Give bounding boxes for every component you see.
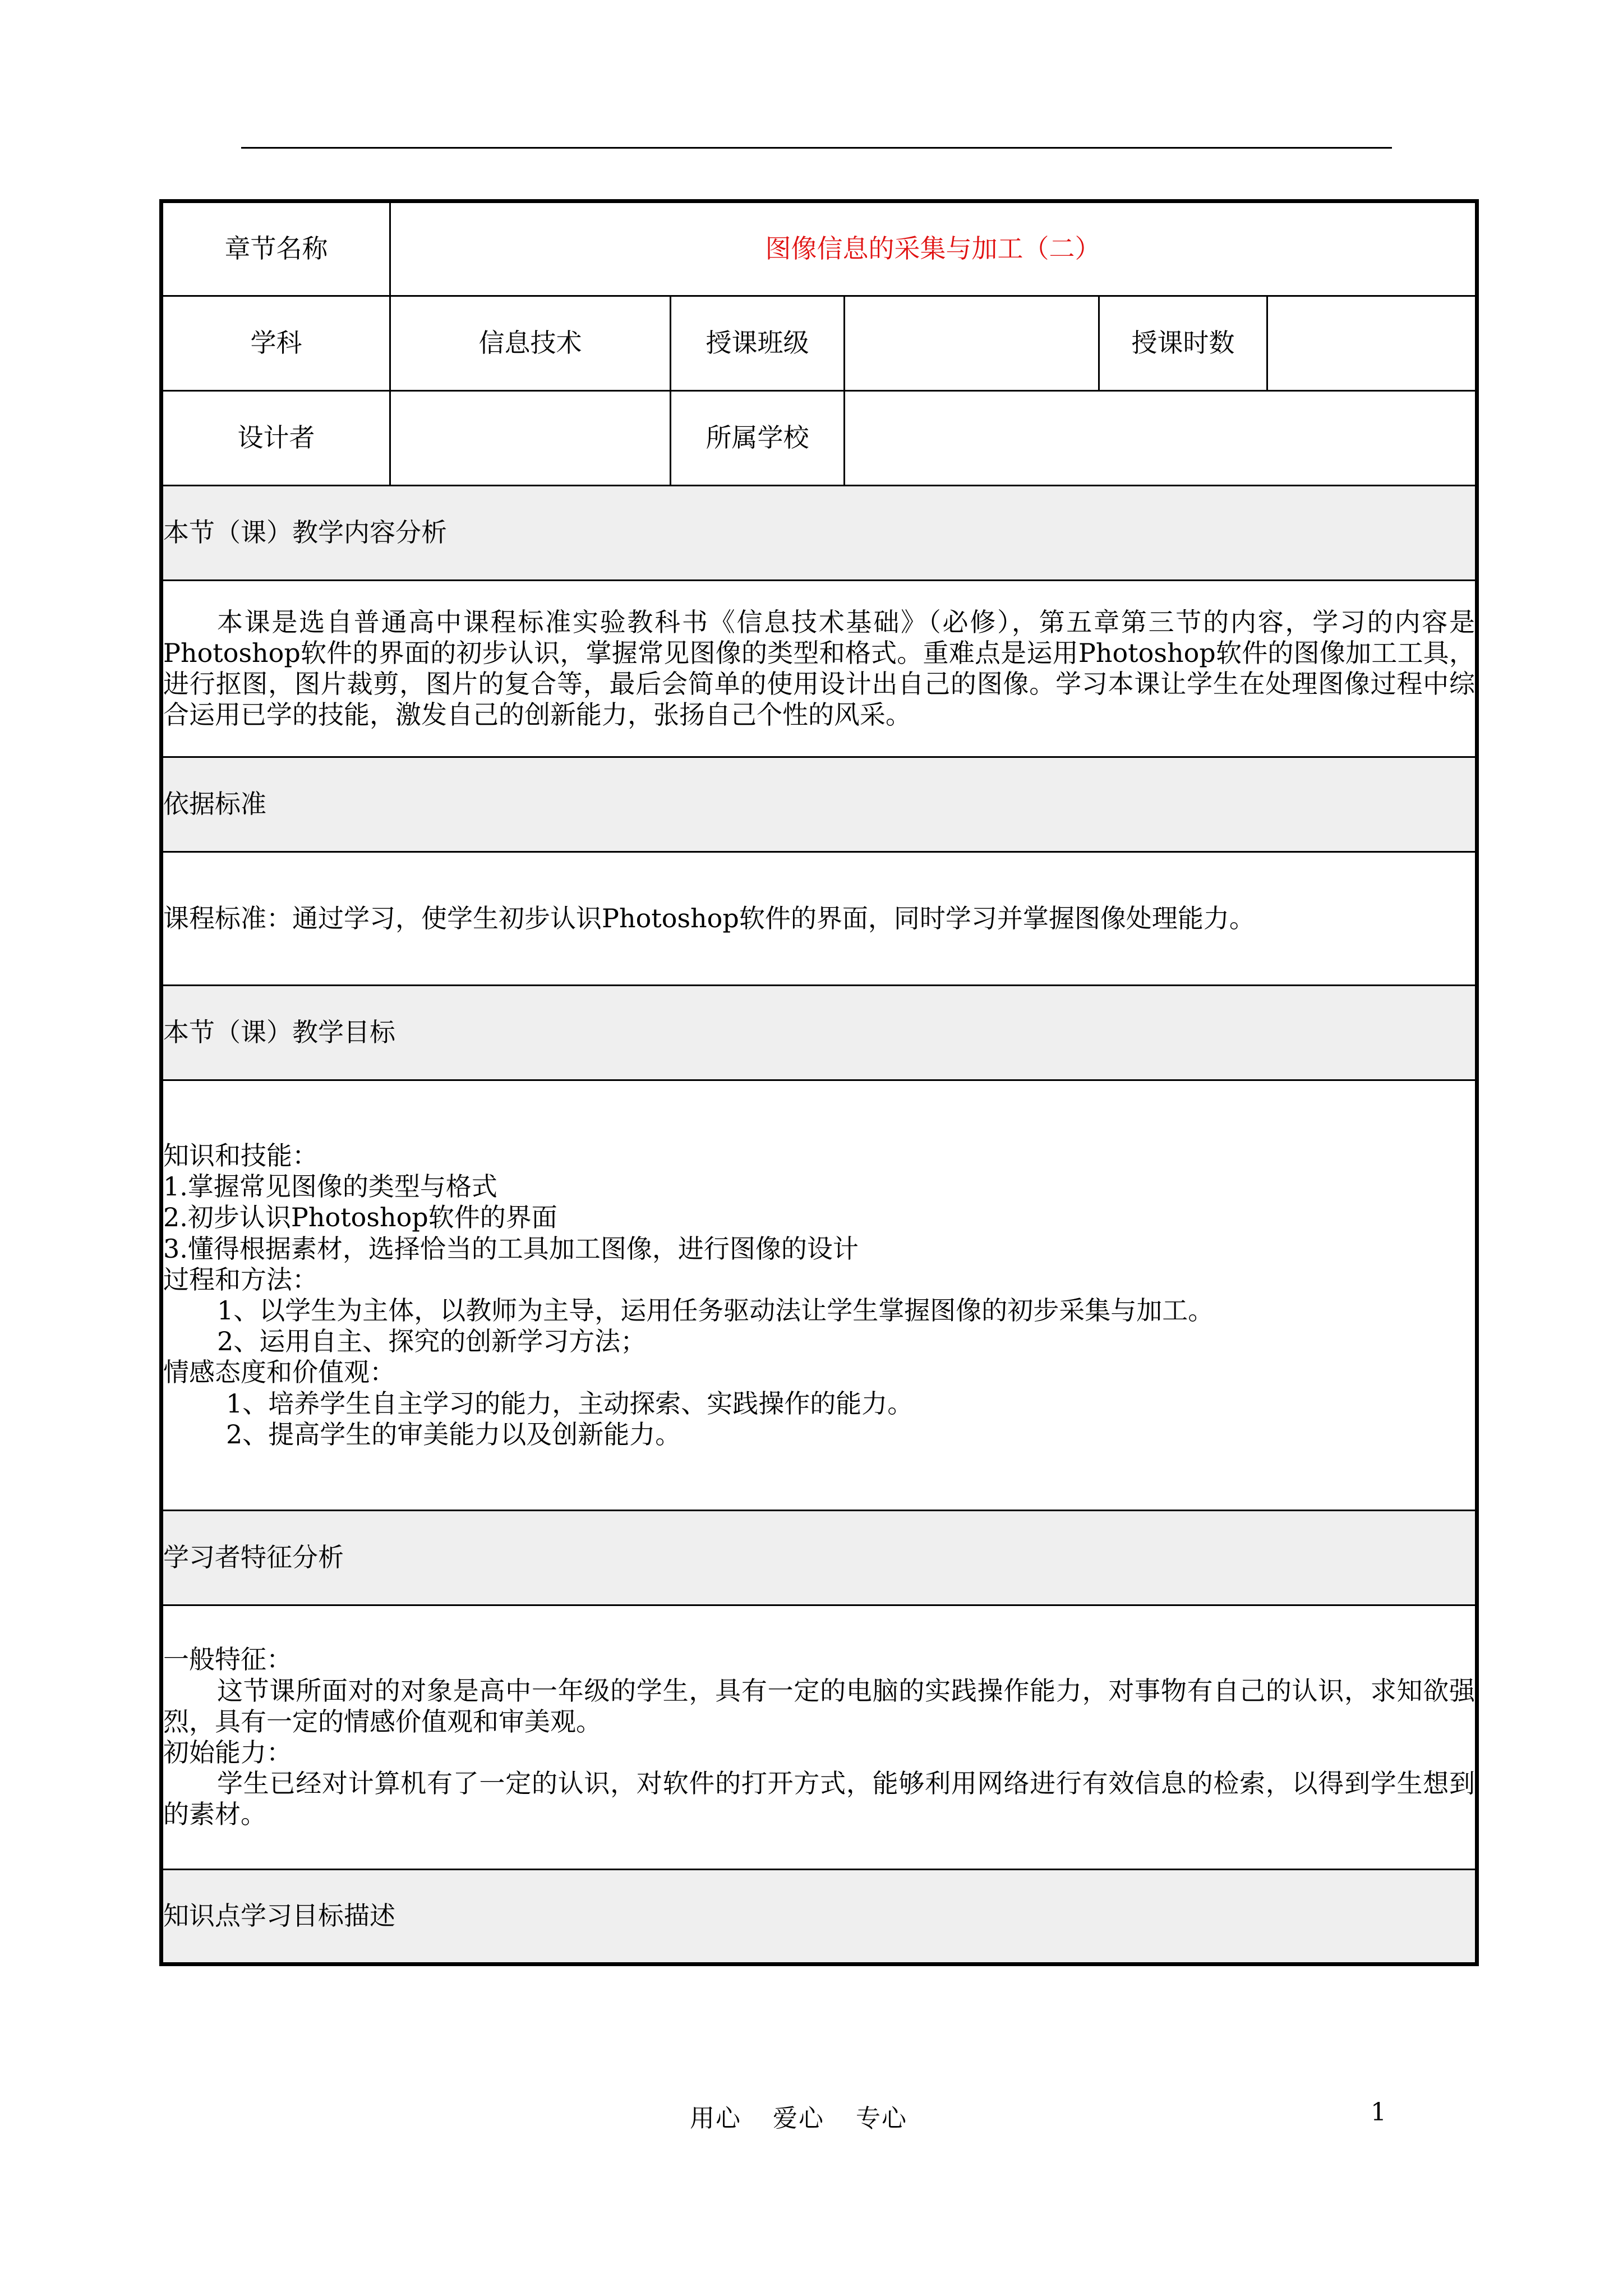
footer-word: 爱心 [773,2104,824,2133]
content-analysis-body-cell [162,581,1477,757]
learner-general-body: 这节课所面对的对象是高中一年级的学生，具有一定的电脑的实践操作能力，对事物有自己的认识，求知欲强烈，具有一定的情感价值观和审美观。 [163,1675,1476,1737]
standard-body-row [162,852,1477,986]
designer-label: 设计者 [162,391,390,486]
objectives-line: 情感态度和价值观： [163,1357,395,1388]
page-number: 1 [1371,2098,1386,2127]
header-rule [241,147,1392,149]
content-analysis-body-row [162,581,1477,757]
standard-body: 课程标准：通过学习，使学生初步认识Photoshop软件的界面，同时学习并掌握图像处理能力。 [163,903,1255,933]
objectives-header-row [162,986,1477,1080]
class-value [845,296,1099,391]
footer-word: 用心 [690,2104,741,2133]
standard-title: 依据标准 [162,757,1477,852]
designer-value [390,391,671,486]
knowledge-title: 知识点学习目标描述 [162,1870,1477,1964]
hours-label: 授课时数 [1099,296,1267,391]
class-label: 授课班级 [671,296,845,391]
designer-row [162,391,1477,486]
school-value [845,391,1477,486]
learner-initial-label: 初始能力： [163,1737,292,1768]
chapter-title: 图像信息的采集与加工（二） [390,201,1477,296]
objectives-title: 本节（课）教学目标 [162,986,1477,1080]
objectives-line: 1、以学生为主体，以教师为主导，运用任务驱动法让学生掌握图像的初步采集与加工。 [217,1295,1214,1326]
footer-word: 专心 [856,2104,907,2133]
knowledge-header-row [162,1870,1477,1964]
subject-row [162,296,1477,391]
objectives-line: 知识和技能： [163,1140,318,1171]
footer-motto [690,2098,930,2134]
standard-header-row [162,757,1477,852]
subject-label: 学科 [162,296,390,391]
objectives-line: 3.懂得根据素材，选择恰当的工具加工图像，进行图像的设计 [163,1233,859,1264]
objectives-line: 2.初步认识Photoshop软件的界面 [163,1202,557,1233]
subject-value: 信息技术 [390,296,671,391]
learner-title: 学习者特征分析 [162,1511,1477,1605]
objectives-body-row [162,1080,1477,1511]
content-analysis-header-row [162,486,1477,581]
chapter-label: 章节名称 [162,201,390,296]
learner-body-cell [162,1605,1477,1870]
chapter-row [162,201,1477,296]
content-analysis-title: 本节（课）教学内容分析 [162,486,1477,581]
content-analysis-body: 本课是选自普通高中课程标准实验教科书《信息技术基础》（必修），第五章第三节的内容，学习的内容是Photoshop软件的界面的初步认识，掌握常见图像的类型和格式。重难点是运用Photoshop软件的图像加工工具，进行抠图，图片裁剪，图片的复合等，最后会简单的使用设计出自己的图像。学习本课让学生在处理图像过程中综合运用已学的技能，激发自己的创新能力，张扬自己个性的风采。 [163,606,1476,730]
objectives-line: 1.掌握常见图像的类型与格式 [163,1171,497,1202]
lesson-plan-table [159,199,1479,1966]
learner-header-row [162,1511,1477,1605]
learner-initial-body: 学生已经对计算机有了一定的认识，对软件的打开方式，能够利用网络进行有效信息的检索，以得到学生想到的素材。 [163,1768,1476,1830]
learner-body-row [162,1605,1477,1870]
objectives-line: 1、培养学生自主学习的能力，主动探索、实践操作的能力。 [226,1388,914,1419]
objectives-line: 2、提高学生的审美能力以及创新能力。 [226,1419,681,1450]
standard-body-cell [162,852,1477,986]
learner-general-label: 一般特征： [163,1644,292,1675]
objectives-line: 过程和方法： [163,1264,318,1295]
hours-value [1267,296,1477,391]
objectives-body-cell [162,1080,1477,1511]
school-label: 所属学校 [671,391,845,486]
objectives-line: 2、运用自主、探究的创新学习方法； [217,1326,647,1357]
